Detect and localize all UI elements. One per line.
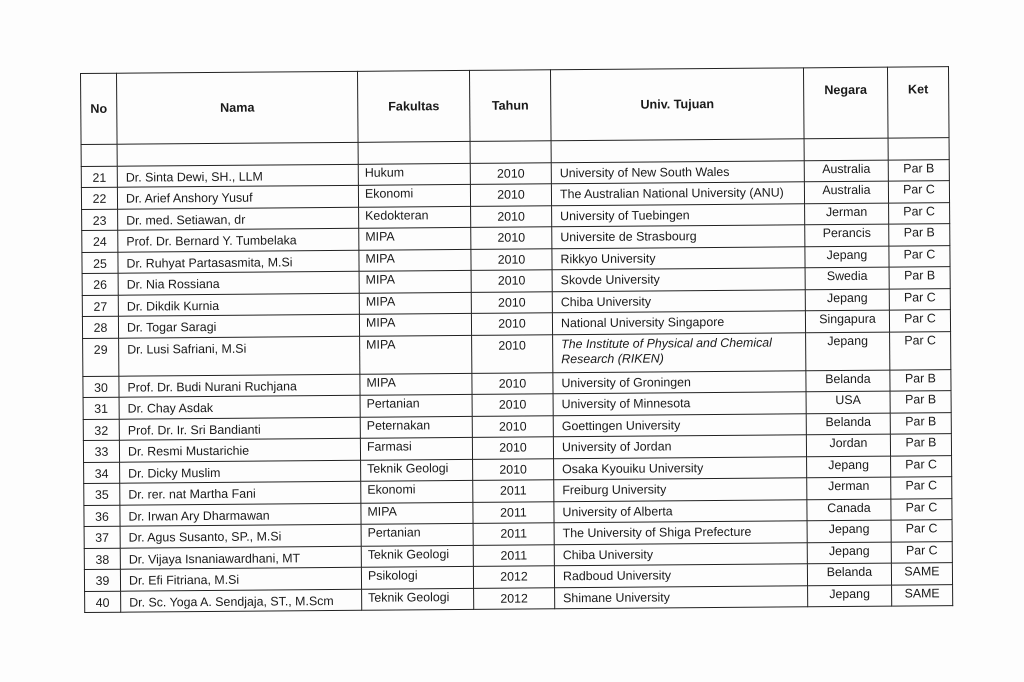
cell-nama: Prof. Dr. Ir. Sri Bandianti (119, 417, 360, 440)
cell-univ-tujuan: Skovde University (552, 268, 805, 291)
cell-fakultas: MIPA (359, 249, 471, 271)
cell-univ-tujuan: Rikkyo University (552, 246, 805, 269)
cell-tahun: 2011 (473, 501, 554, 523)
cell-no: 40 (85, 591, 121, 613)
cell-tahun: 2011 (473, 544, 554, 566)
cell-fakultas: Teknik Geologi (362, 588, 474, 610)
cell-ket: Par C (889, 288, 950, 310)
cell-negara: Swedia (805, 267, 889, 289)
header-univ-tujuan: Univ. Tujuan (550, 68, 804, 141)
cell-no: 22 (81, 187, 117, 209)
cell-ket: Par C (889, 245, 950, 267)
cell-nama: Dr. rer. nat Martha Fani (120, 481, 361, 504)
header-tahun: Tahun (469, 70, 551, 142)
header-no: No (81, 73, 118, 144)
cell-negara: Jepang (807, 520, 891, 542)
cell-fakultas: Hukum (358, 163, 470, 185)
cell-tahun: 2010 (472, 437, 553, 459)
cell-no: 33 (83, 440, 119, 462)
cell-no: 23 (82, 209, 118, 231)
cell-nama: Dr. Agus Susanto, SP., M.Si (120, 524, 361, 547)
cell-negara: Jerman (805, 203, 889, 225)
cell-no: 36 (84, 505, 120, 527)
cell-fakultas: MIPA (359, 313, 471, 335)
cell-negara: Jepang (805, 289, 889, 311)
cell-tahun: 2010 (471, 313, 552, 335)
cell-no: 38 (84, 548, 120, 570)
cell-negara: Jordan (806, 434, 890, 456)
cell-ket: Par B (890, 412, 951, 434)
cell-tahun: 2011 (473, 523, 554, 545)
cell-negara: USA (806, 391, 890, 413)
cell-negara: Canada (807, 499, 891, 521)
cell-nama: Dr. Resmi Mustarichie (119, 438, 360, 461)
cell-ket: SAME (891, 563, 952, 585)
cell-ket: SAME (892, 584, 953, 606)
cell-ket: Par C (891, 455, 952, 477)
cell-tahun: 2010 (471, 270, 552, 292)
cell-univ-tujuan: Chiba University (554, 542, 807, 565)
cell-ket: Par C (888, 181, 949, 203)
cell-ket: Par C (889, 202, 950, 224)
cell-no: 31 (83, 397, 119, 419)
cell-nama: Dr. Nia Rossiana (118, 271, 359, 294)
cell-ket: Par C (891, 498, 952, 520)
cell-nama: Dr. Lusi Safriani, M.Si (119, 336, 360, 376)
cell-tahun: 2010 (472, 394, 553, 416)
cell-univ-tujuan: University of Minnesota (553, 392, 806, 415)
cell-nama: Dr. Togar Saragi (118, 314, 359, 337)
cell-nama: Dr. Sinta Dewi, SH., LLM (117, 164, 358, 187)
cell-fakultas: MIPA (360, 373, 472, 395)
cell-nama: Dr. Sc. Yoga A. Sendjaja, ST., M.Scm (121, 589, 362, 612)
cell-negara: Belanda (806, 413, 890, 435)
header-nama: Nama (117, 71, 359, 144)
cell-tahun: 2010 (472, 334, 553, 373)
cell-univ-tujuan: Universite de Strasbourg (552, 225, 805, 248)
cell-ket: Par B (890, 391, 951, 413)
cell-no: 24 (82, 230, 118, 252)
cell-negara: Australia (804, 160, 888, 182)
cell-fakultas: MIPA (361, 502, 473, 524)
cell-fakultas: Ekonomi (361, 480, 473, 502)
cell-fakultas: MIPA (359, 292, 471, 314)
header-ket: Ket (887, 67, 949, 138)
cell-ket: Par C (891, 477, 952, 499)
cell-no: 35 (84, 483, 120, 505)
cell-negara: Jepang (807, 456, 891, 478)
cell-no: 26 (82, 273, 118, 295)
table-header (81, 67, 950, 145)
cell-univ-tujuan: Goettingen University (553, 413, 806, 436)
cell-tahun: 2010 (471, 248, 552, 270)
cell-tahun: 2012 (474, 587, 555, 609)
faculty-destination-table (80, 66, 953, 613)
cell-negara: Australia (804, 181, 888, 203)
cell-fakultas: Teknik Geologi (361, 459, 473, 481)
cell-univ-tujuan: University of Alberta (554, 499, 807, 522)
cell-nama: Prof. Dr. Budi Nurani Ruchjana (119, 374, 360, 397)
cell-ket: Par C (891, 541, 952, 563)
table-body (81, 138, 953, 613)
cell-no: 28 (82, 316, 118, 338)
cell-negara: Jepang (805, 246, 889, 268)
spacer-cell (551, 139, 804, 162)
cell-univ-tujuan: The Australian National University (ANU) (551, 182, 804, 205)
cell-negara: Jepang (807, 542, 891, 564)
cell-no: 29 (83, 338, 119, 376)
cell-nama: Prof. Dr. Bernard Y. Tumbelaka (118, 228, 359, 251)
cell-ket: Par B (889, 267, 950, 289)
spacer-cell (358, 141, 470, 163)
cell-ket: Par B (890, 369, 951, 391)
spacer-cell (804, 138, 888, 160)
cell-fakultas: Kedokteran (359, 206, 471, 228)
cell-ket: Par C (891, 520, 952, 542)
cell-fakultas: Ekonomi (358, 184, 470, 206)
cell-negara: Jerman (807, 477, 891, 499)
cell-nama: Dr. Arief Anshory Yusuf (117, 185, 358, 208)
header-fakultas: Fakultas (357, 70, 470, 142)
cell-univ-tujuan: Radboud University (554, 564, 807, 587)
cell-no: 25 (82, 252, 118, 274)
cell-nama: Dr. Dicky Muslim (120, 460, 361, 483)
cell-ket: Par B (888, 159, 949, 181)
cell-univ-tujuan: Shimane University (555, 585, 808, 608)
cell-nama: Dr. Efi Fitriana, M.Si (120, 567, 361, 590)
cell-ket: Par C (890, 331, 951, 369)
cell-negara: Belanda (806, 370, 890, 392)
cell-negara: Singapura (805, 310, 889, 332)
cell-fakultas: MIPA (360, 335, 472, 374)
spacer-cell (81, 144, 117, 166)
cell-tahun: 2010 (472, 372, 553, 394)
cell-tahun: 2010 (470, 184, 551, 206)
cell-univ-tujuan: National University Singapore (552, 311, 805, 334)
cell-ket: Par B (890, 434, 951, 456)
cell-fakultas: MIPA (359, 227, 471, 249)
cell-no: 27 (82, 295, 118, 317)
header-row (81, 67, 950, 145)
spacer-cell (117, 142, 358, 165)
spacer-cell (470, 141, 551, 163)
cell-fakultas: Peternakan (360, 416, 472, 438)
spacer-cell (888, 138, 949, 160)
cell-negara: Perancis (805, 224, 889, 246)
header-negara: Negara (803, 67, 888, 139)
cell-univ-tujuan: Osaka Kyouiku University (554, 456, 807, 479)
cell-univ-tujuan: University of Groningen (553, 370, 806, 393)
cell-fakultas: Teknik Geologi (361, 545, 473, 567)
cell-nama: Dr. med. Setiawan, dr (118, 207, 359, 230)
cell-fakultas: Psikologi (361, 566, 473, 588)
cell-univ-tujuan: University of Tuebingen (552, 203, 805, 226)
cell-ket: Par C (889, 310, 950, 332)
cell-tahun: 2010 (472, 415, 553, 437)
cell-tahun: 2010 (471, 227, 552, 249)
cell-no: 34 (84, 462, 120, 484)
cell-nama: Dr. Dikdik Kurnia (118, 293, 359, 316)
cell-univ-tujuan: University of New South Wales (551, 160, 804, 183)
cell-no: 21 (81, 166, 117, 188)
cell-no: 37 (84, 526, 120, 548)
cell-tahun: 2012 (473, 566, 554, 588)
cell-univ-tujuan: University of Jordan (553, 435, 806, 458)
cell-univ-tujuan: Chiba University (552, 289, 805, 312)
cell-fakultas: MIPA (359, 270, 471, 292)
cell-fakultas: Pertanian (360, 394, 472, 416)
cell-univ-tujuan: The Institute of Physical and Chemical Research (RIKEN) (553, 332, 806, 372)
cell-tahun: 2011 (473, 480, 554, 502)
cell-tahun: 2010 (471, 291, 552, 313)
cell-tahun: 2010 (473, 458, 554, 480)
cell-negara: Jepang (808, 585, 892, 607)
cell-nama: Dr. Vijaya Isnaniawardhani, MT (120, 546, 361, 569)
cell-negara: Belanda (807, 563, 891, 585)
table-container (80, 66, 953, 613)
cell-univ-tujuan: Freiburg University (554, 478, 807, 501)
cell-no: 39 (84, 569, 120, 591)
cell-nama: Dr. Irwan Ary Dharmawan (120, 503, 361, 526)
cell-nama: Dr. Ruhyat Partasasmita, M.Si (118, 250, 359, 273)
cell-no: 32 (83, 419, 119, 441)
cell-no: 30 (83, 376, 119, 398)
cell-univ-tujuan: The University of Shiga Prefecture (554, 521, 807, 544)
cell-tahun: 2010 (471, 205, 552, 227)
cell-negara: Jepang (806, 332, 890, 371)
cell-fakultas: Pertanian (361, 523, 473, 545)
cell-tahun: 2010 (470, 162, 551, 184)
cell-nama: Dr. Chay Asdak (119, 395, 360, 418)
cell-ket: Par B (889, 224, 950, 246)
cell-fakultas: Farmasi (360, 437, 472, 459)
